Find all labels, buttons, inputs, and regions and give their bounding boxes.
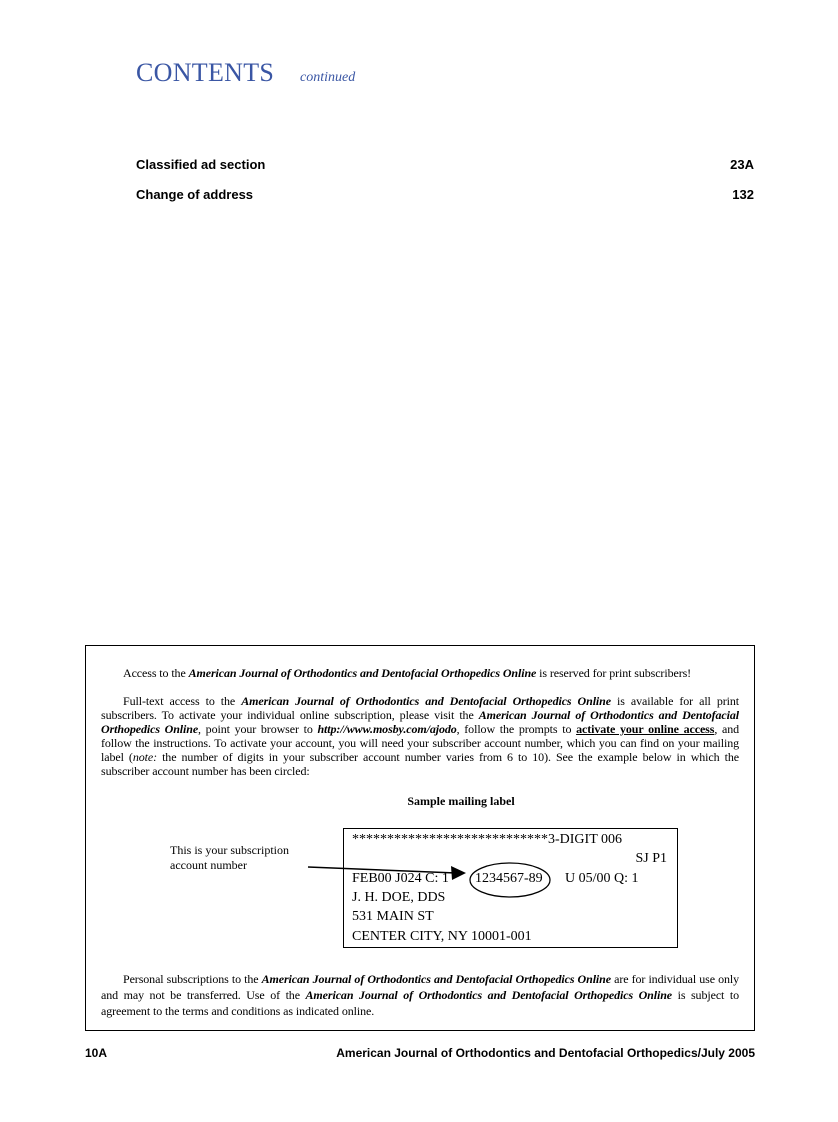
page-title: CONTENTS	[136, 58, 275, 87]
toc-label: Change of address	[136, 187, 254, 202]
sample-label-title: Sample mailing label	[407, 794, 515, 808]
toc-entry	[136, 157, 754, 172]
page-number: 10A	[85, 1046, 108, 1060]
online-access-notice	[85, 645, 755, 1031]
label-line: 531 MAIN ST	[352, 909, 434, 924]
page-subtitle: continued	[300, 70, 356, 85]
page-footer	[85, 1046, 755, 1060]
notice-paragraph-1: Access to the American Journal of Orthodontics and Dentofacial Orthopedics Online is reserved for print subscribers!	[123, 666, 692, 680]
url-link[interactable]: http://www.mosby.com/ajodo	[317, 722, 457, 736]
label-line: CENTER CITY, NY 10001-001	[352, 929, 532, 944]
toc-page: 23A	[730, 157, 754, 172]
notice-paragraph-3: Personal subscriptions to the American Journal of Orthodontics and Dentofacial Orthopedics Online are for individual use only and may not be transferred. Use of the American Journal of Orthodontics and Dentofacial Orthopedics Online is subject to agreement to the terms and conditions as indicated online.	[101, 972, 740, 1018]
label-line: FEB00 J024 C: 1	[352, 871, 449, 886]
sample-mailing-label	[343, 828, 678, 948]
account-number: 1234567-89	[475, 871, 543, 886]
label-line: SJ P1	[635, 851, 667, 866]
account-number-hint: This is your subscription account number	[170, 843, 289, 872]
label-line: J. H. DOE, DDS	[352, 890, 446, 905]
toc-page: 132	[732, 187, 754, 202]
notice-paragraph-2: Full-text access to the American Journal of Orthodontics and Dentofacial Orthopedics Online is available for all print subscribers. To activate your individual online subscription, please visit the American Journal of Orthodontics and Dentofacial Orthopedics Online, point your browser to http://www.mosby.com/ajodo, follow the prompts to activate your online access, and follow the instructions. To activate your account, you will need your subscriber account number, which you can find on your mailing label (note: the number of digits in your subscriber account number varies from 6 to 10). See the example below in which the subscriber account number has been circled:	[101, 694, 740, 778]
toc-entry	[136, 187, 754, 202]
toc-label: Classified ad section	[136, 157, 266, 172]
activate-link[interactable]: activate your online access	[576, 722, 715, 736]
journal-issue: American Journal of Orthodontics and Dentofacial Orthopedics/July 2005	[336, 1046, 755, 1060]
label-line: ****************************3-DIGIT 006	[352, 832, 623, 847]
label-line: U 05/00 Q: 1	[565, 871, 639, 886]
